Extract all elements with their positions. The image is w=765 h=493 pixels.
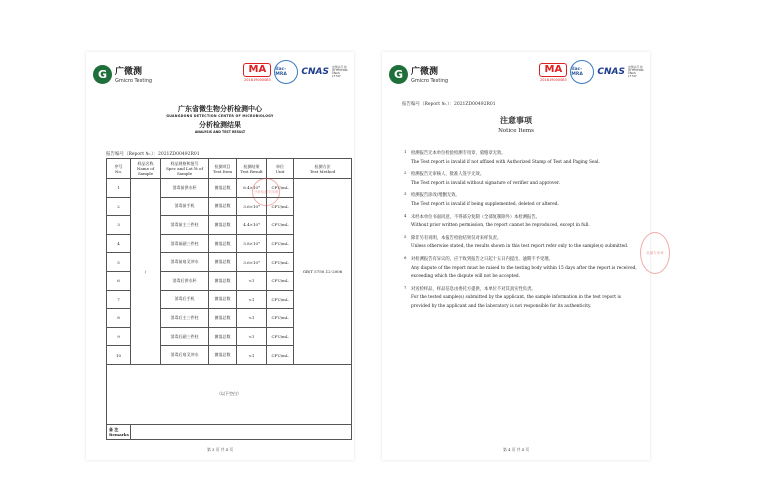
notice-text-zh: 检测报告涂改/增删无效。 [411,193,460,199]
ilac-mra-logo: ilac-MRA [570,60,594,84]
notice-text-zh: 检测报告无审核人、批准人签字无效。 [411,172,485,178]
report-number: 报告编号（Report №.）：2021ZD00492R01 [106,152,200,157]
gmicro-logo-icon: G [389,65,408,84]
notice-title-en: Notice Items [498,128,534,134]
notice-number: 5 [404,233,407,239]
row-unit: CFU/mL [267,271,294,290]
name-cell: / [131,179,161,365]
notice-item [401,256,641,282]
notice-number: 2 [404,170,407,176]
row-item: 菌落总数 [209,327,237,346]
page-footer: 第 3 页 共 4 页 [206,447,234,452]
row-result: 4.4×10⁴ [237,216,267,235]
row-result: <1 [237,290,267,309]
cnas-logo: CNAS [597,67,625,77]
notice-title: 注意事项 [500,116,532,125]
row-result: <1 [237,309,267,328]
cnas-subtext: 中国认可 检测 TESTING CNAS L7747 [628,64,644,79]
blank-row [107,364,352,424]
row-sample: 消毒后供水杯 [161,271,209,290]
report-page-results [86,52,354,460]
notice-item [401,150,641,167]
notice-text-zh: 对检测报告有异议的，应于收到报告之日起十五日内提出，逾期不予受理。 [411,256,553,262]
remarks-value [131,424,352,439]
row-result: 3.8×10⁴ [237,234,267,253]
notice-text-en: The Test report is invalid without signature of verifier and approver. [411,180,560,186]
notice-text-zh: 未经本单位书面同意，不得部分复制（全部复制除外）本检测报告。 [411,214,540,220]
certification-logos [539,60,644,84]
header-result: 检测结果 Test Result [237,159,267,179]
row-unit: CFU/mL [267,253,294,272]
row-item: 菌落总数 [209,253,237,272]
notice-text-zh: 检测报告无本单位检验检测专用章、骑缝章无效。 [411,151,506,156]
notice-number: 4 [404,212,407,218]
results-table [106,158,352,440]
row-no: 2 [107,197,131,216]
notice-text-en: The Test report is invalid if being supplemented, deleted or altered. [411,201,559,207]
row-no: 10 [107,346,131,365]
gmicro-logo-icon: G [93,65,112,84]
cma-number: 201819000083 [540,77,567,82]
cma-mark: MA [243,63,271,77]
blank-note: （以下空白） [107,364,352,424]
row-unit: CFU/mL [267,346,294,365]
row-sample: 消毒前供水杯 [161,179,209,198]
certification-logos [243,60,348,84]
report-title-en: ANALYSIS AND TEST RESULT [194,130,246,134]
row-result: <1 [237,346,267,365]
notice-number: 1 [404,149,407,154]
notice-number: 3 [404,191,407,197]
page-footer: 第 4 页 共 4 页 [502,447,530,452]
notice-item [401,192,641,209]
row-sample: 消毒后主三件柱 [161,309,209,328]
notice-text-en: The Test report is invalid if not affixed with Authorized Stamp of Test and Paging Seal. [411,159,600,165]
cma-logo [243,63,271,82]
official-stamp-partial: 检测专用章 [640,232,670,274]
row-item: 菌落总数 [209,234,237,253]
row-item: 菌落总数 [209,290,237,309]
row-item: 菌落总数 [209,309,237,328]
notice-number: 7 [404,284,407,290]
company-logo [389,64,448,84]
row-unit: CFU/mL [267,327,294,346]
report-number: 报告编号（Report №.）：2021ZD00492R01 [402,102,496,107]
row-unit: CFU/mL [267,179,294,198]
row-no: 4 [107,234,131,253]
remarks-row [107,424,352,439]
company-name-en: Gmicro Testing [115,78,153,84]
org-title: 广东省微生物分析检测中心 [178,105,262,113]
row-no: 8 [107,309,131,328]
method-cell: GB/T 5750.12-2006 [294,179,352,365]
cnas-logo: CNAS [301,67,329,77]
remarks-label: 备 注 Remarks [107,424,131,439]
row-result: 3.6×10⁴ [237,253,267,272]
org-title-en: GUANGDONG DETECTION CENTER OF MICROBIOLOGY [166,114,274,118]
row-item: 菌落总数 [209,271,237,290]
notice-list [401,150,641,316]
company-logo [93,64,152,84]
row-no: 6 [107,271,131,290]
row-item: 菌落总数 [209,179,237,198]
notice-text-en: For the tested sample(s) submitted by the applicant, the sample information in the test report is provided by the applicant and the laboratory is not responsible for its authenticity. [411,295,621,309]
ilac-mra-logo: ilac-MRA [274,60,298,84]
row-result: <1 [237,271,267,290]
company-name-zh: 广微测 [115,67,143,77]
company-name-zh: 广微测 [411,67,439,77]
row-sample: 消毒前扇叉冲水 [161,253,209,272]
row-no: 3 [107,216,131,235]
company-name-en: Gmicro Testing [411,78,449,84]
row-unit: CFU/mL [267,234,294,253]
notice-item [401,214,641,231]
notice-number: 6 [404,254,407,260]
row-item: 菌落总数 [209,216,237,235]
table-row [107,179,352,198]
cma-mark: MA [539,63,567,77]
cma-number: 201819000083 [244,77,271,82]
notice-item [401,286,641,312]
row-sample: 消毒前主三件柱 [161,216,209,235]
notice-item [401,235,641,252]
row-sample: 消毒后手机 [161,290,209,309]
header-unit: 单位 Unit [267,159,294,179]
header-method: 检测方法 Test Method [294,159,352,179]
header-name: 样品名称 Name of Sample [131,159,161,179]
row-no: 5 [107,253,131,272]
row-sample: 消毒前副三件柱 [161,234,209,253]
row-no: 7 [107,290,131,309]
header-seq: 序号 No. [107,159,131,179]
notice-item [401,171,641,188]
notice-text-zh: 对送检样品，样品信息由委托方提供，本单位不对其真实性负责。 [411,286,536,292]
row-result: 3.6×10⁴ [237,197,267,216]
row-sample: 消毒后扇叉冲水 [161,346,209,365]
cnas-subtext: 中国认可 检测 TESTING CNAS L7747 [332,64,348,79]
row-no: 9 [107,327,131,346]
row-item: 菌落总数 [209,197,237,216]
notice-text-zh: 除非另有说明，本报告检验结果仅对来样负责。 [411,235,502,241]
row-unit: CFU/mL [267,197,294,216]
report-page-notice [382,52,650,460]
report-title: 分析检测结果 [199,121,241,129]
header-item: 检测项目 Test Item [209,159,237,179]
notice-text-en: Any dispute of the report must be raised to the testing body within 15 days after the report is received, exceeding which the dispute will not be accepted. [411,265,637,280]
row-sample: 消毒后副三件柱 [161,327,209,346]
row-unit: CFU/mL [267,290,294,309]
row-item: 菌落总数 [209,346,237,365]
official-stamp: 分析检测专用章 [252,178,280,206]
row-unit: CFU/mL [267,216,294,235]
row-result: <1 [237,327,267,346]
row-result: 6.4×10⁴ [237,179,267,198]
row-sample: 消毒前手机 [161,197,209,216]
cma-logo [539,63,567,82]
notice-text-en: Without prior written permission, the report cannot be reproduced, except in full. [411,223,590,229]
header-spec: 样品规格和批号 Spec and Lot.№ of Sample [161,159,209,179]
table-header-row [107,159,352,179]
row-no: 1 [107,179,131,198]
notice-text-en: Unless otherwise stated, the results shown in this test report refer only to the sample(s) submitted. [411,244,629,250]
row-unit: CFU/mL [267,309,294,328]
